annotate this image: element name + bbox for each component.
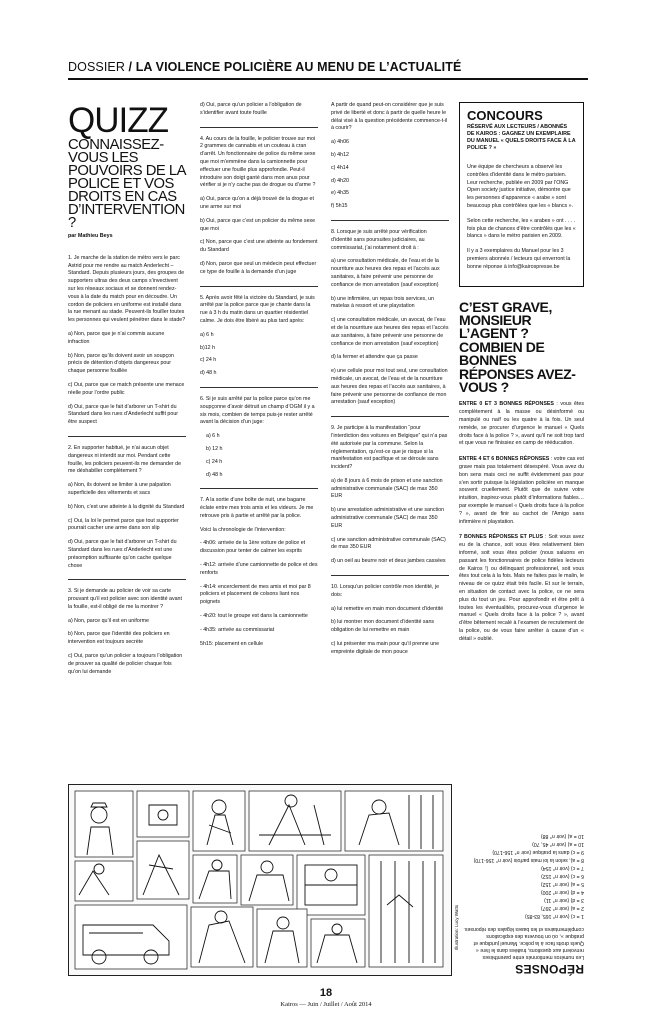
option: b)12 h xyxy=(200,344,216,351)
option: e) une cellule pour moi tout seul, une consultation médicale, un avocat, de l’eau et de la nourriture aux heures des repas et l’accès aux sanitaires, à faire prévenir une personne de confiance de mon arrestation (sauf exception) xyxy=(331,368,448,406)
answer-item: 8 = a), selon la loi mais parfois (voir n° 156-170) xyxy=(473,857,584,863)
option: a) Non, parce qu’il est en uniforme xyxy=(68,617,149,624)
option: c) lui présenter ma main pour qu’il prenne une empreinte digitale de mon pouce xyxy=(331,641,440,655)
score-0-3 xyxy=(459,401,584,448)
issue-info: Kairos — Juin / Juillet / Août 2014 xyxy=(280,1001,372,1008)
option: a) de 8 jours à 6 mois de prison et une sanction administrative communale (SAC) de max 350 EUR xyxy=(331,477,443,500)
page-number: 18 xyxy=(319,987,333,999)
comic-panels xyxy=(69,785,451,975)
option: e) 4h35 xyxy=(331,190,349,197)
question-2 xyxy=(68,445,186,570)
option: c) 24 h xyxy=(206,458,223,465)
option: d) Non, parce que seul un médecin peut effectuer ce type de fouille à la demande d’un juge xyxy=(200,260,317,275)
question-text: 9. Je participe à la manifestation “pour l’interdiction des voitures en Belgique” qui n’a pas été autorisée par la commune. Selon la réglementation, qu’est-ce que je risque si la manifestation est pacifique et se déroule sans incident? xyxy=(331,425,448,471)
option: a) Oui, parce qu’on a déjà trouvé de la drogue et une arme sur moi xyxy=(200,196,314,210)
option: b) Non, parce que l’identité des policiers en intervention est toujours secrète xyxy=(68,631,170,646)
option: c) Non, parce que c’est une atteinte au fondement du Standard xyxy=(200,239,318,254)
option: d) 4h20 xyxy=(331,177,349,184)
option: b) une infirmière, un repas trois services, un matelas à ressort et une playstation xyxy=(331,295,435,310)
divider xyxy=(331,575,449,576)
question-text: 4. Au cours de la fouille, le policier trouve sur moi 2 grammes de cannabis et un couteau à cran d’arrêt. Un fonctionnaire de police du même sexe que moi m’emmène dans la camionnette pour effectuer une fouille plus approfondie. Peut-il introduire son doigt ganté dans mon anus pour vérifier si je n’y cache pas de drogue ou d’arme ? xyxy=(200,135,316,189)
timeline-item: - 4h14: encerclement de mes amis et moi par 8 policiers et placement de colsons liant nos poignets xyxy=(200,583,311,606)
option: d) 48 h xyxy=(206,471,223,478)
question-3-continued xyxy=(200,102,318,118)
divider xyxy=(200,286,318,287)
section-header xyxy=(68,58,588,80)
question-4 xyxy=(200,136,318,277)
question-text: 7. A la sortie d’une boîte de nuit, une bagarre éclate entre mes trois amis et les videurs. Je me retrouve pris à partie et arrêté par la police. xyxy=(200,497,314,519)
question-8 xyxy=(331,229,449,407)
divider xyxy=(331,416,449,417)
option: b) 4h12 xyxy=(331,151,349,158)
score-label: ENTRE 4 ET 6 BONNES RÉPONSES xyxy=(459,456,550,463)
answers-list xyxy=(462,832,584,919)
question-1 xyxy=(68,255,186,427)
answer-item: 2 = a) (voir n° 397) xyxy=(540,905,584,911)
divider xyxy=(68,579,186,580)
page-footer xyxy=(0,987,652,1008)
option: d) Oui, parce que le fait d’arborer un T-shirt du Standard dans les rues d’Anderlecht est une présomption suffisante qu’on cache quelque chose xyxy=(68,539,177,569)
option: c) Oui, parce que ce match présente une menace réelle pour l’ordre public xyxy=(68,381,185,396)
score-text: : Soit vous avez eu de la chance, soit vous êtes relativement bien informé, soit vous êtes policier (nous saluons en passant les fonctionnaires de police fidèles lecteurs de Kairos !) ou délinquant professionnel, soit vous êtes tout cela à la fois. Mais ne faites pas le malin, le niveau de ce quizz était très facile. Et sur le terrain, en situation de contact avec la police, ce ne sera plus du tout un jeu. Pour approfondir et être prêt à toutes les éventualités, procurez-vous d’urgence le manuel « Quels droits face à la police ? », avant d’être bêtement recalé à l’examen de recrutement de la police, ou de vous faire arrêter à cause d’un « détail » oublié. xyxy=(459,534,584,642)
option: c) Oui, parce qu’un policier a toujours l’obligation de prouver sa qualité de policier chaque fois qu’on lui demande xyxy=(68,653,183,675)
timeline-item: - 4h06: arrivée de la 1ère voiture de police et discussion pour tenter de calmer les esprits xyxy=(200,540,306,555)
score-4-6 xyxy=(459,456,584,526)
option: a) Non, parce que je n’ai commis aucune infraction xyxy=(68,330,165,345)
chronology-note: Voici la chronologie de l’intervention: xyxy=(200,526,286,533)
option: c) 24 h xyxy=(200,357,217,364)
timeline-item: - 4h35: arrivée au commissariat xyxy=(200,626,275,633)
score-label: 7 BONNES RÉPONSES ET PLUS xyxy=(459,534,543,541)
divider xyxy=(68,436,186,437)
option: c) Oui, la loi le permet parce que tout supporter pourrait cacher une arme dans son slip xyxy=(68,517,179,532)
option: d) Oui, parce qu’un policier a l’obligation de s’identifier avant toute fouille xyxy=(200,102,302,116)
option: b) 12 h xyxy=(206,445,223,452)
question-5 xyxy=(200,295,318,378)
score-section xyxy=(459,401,584,643)
quiz-title: QUIZZ xyxy=(68,101,168,140)
question-6 xyxy=(200,396,318,479)
answer-item: 7 = c) (voir n° 154) xyxy=(541,865,584,871)
option: a) 4h06 xyxy=(331,139,349,146)
answer-item: 6 = c) (voir n° 152) xyxy=(541,873,584,879)
option: b) Oui, parce que c’est un policier du même sexe que moi xyxy=(200,217,316,232)
answers-title: RÉPONSES xyxy=(514,962,584,976)
question-text: 1. Je marche de la station de métro vers le parc Astrid pour me rendre au match Anderlecht – Standard. Depuis plusieurs jours, des groupes de supporters ultras des deux camps s’invectivent sur les réseaux sociaux et se donnent rendez-vous à la date du match pour en découdre. Un cordon de policiers en uniforme est installé dans la rue menant au stade. Peuvent-ils fouiller toutes les personnes qui veulent pénétrer dans le stade? xyxy=(68,254,186,324)
option: f) 5h15 xyxy=(331,203,348,210)
contest-box xyxy=(459,102,584,287)
section-kicker: DOSSIER xyxy=(68,60,125,74)
score-text: : votre cas est grave mais pas totalement désespéré. Vous avez du bon sens mais ceci ne suffit évidemment pas pour s’en sortir puisque la législation policière en manque souvent cruellement. Plutôt que de suivre votre intuition, inspirez-vous plutôt d’informations fiables… par exemple le manuel « Quels droits face à la police ? », avant de finir au cachot de l’Amigo sans infirmière ni playstation. xyxy=(459,456,584,525)
column-4 xyxy=(459,102,584,652)
timeline-item: 5h15: placement en cellule xyxy=(200,640,264,647)
option: a) Non, ils doivent se limiter à une palpation superficielle des vêtements et sacs xyxy=(68,482,171,496)
option: a) 6 h xyxy=(206,433,220,440)
divider xyxy=(200,127,318,128)
option: c) 4h14 xyxy=(331,164,349,171)
column-2 xyxy=(200,102,318,657)
option: c) une consultation médicale, un avocat, de l’eau et de la nourriture aux heures des repas et l’accès aux sanitaires, à faire prévenir une personne de confiance de mon arrestation (sauf exception) xyxy=(331,317,449,347)
answer-item: 10 = a) (voir n° 45, 70) xyxy=(532,841,584,847)
column-1 xyxy=(68,102,186,685)
option: d) Oui, parce que le fait d’arborer un T-shirt du Standard dans les rues d’Anderlecht suffit pour être suspect xyxy=(68,403,179,426)
answer-item: 5 = a) (voir n° 152) xyxy=(540,881,584,887)
option: b) une arrestation administrative et une sanction administrative communale (SAC) de max 350 EUR xyxy=(331,507,445,529)
question-10 xyxy=(331,584,449,657)
option: c) une sanction administrative communale (SAC) de max 350 EUR xyxy=(331,536,446,551)
answers-upside-down xyxy=(462,831,584,976)
byline: par Mathieu Beys xyxy=(68,233,113,239)
question-text: 10. Lorsqu’un policier contrôle mon identité, je dois: xyxy=(331,584,440,598)
contest-title: CONCOURS xyxy=(467,108,543,123)
contest-paragraph: Une équipe de chercheurs a observé les contrôles d’identité dans le métro parisien. Leur recherche, publiée en 2009 par l’ONG Open society justice initiative, démontre que les personnes d’apparence « arabe » sont beaucoup plus contrôlées que les « blancs ». xyxy=(467,164,574,209)
question-text: 3. Si je demande au policier de voir sa carte prouvant qu’il est policier avec son identité avant la fouille, est-il obligé de me la montrer ? xyxy=(68,588,182,610)
divider xyxy=(200,387,318,388)
contest-question: Selon cette recherche, les « arabes » ont . . . . fois plus de chances d’être contrôlés que les « blancs » dans le métro parisien en 2009. xyxy=(467,217,576,240)
question-7-followup xyxy=(331,102,449,211)
quiz-subtitle: CONNAISSEZ-VOUS LES POUVOIRS DE LA POLICE ET VOS DROITS EN CAS D’INTERVENTION ? xyxy=(68,137,186,231)
illustration-credit: Illustration: Lucy Watts xyxy=(454,904,459,950)
score-text: : vous êtes complètement à la masse ou désinformé ou manipulé ou naïf ou les quatre à la fois. Un seul remède, se procurer d’urgence le manuel « Quels droits face à la police ? », avant qu’il ne soit trop tard et que vous ne finissiez en camp de rééducation. xyxy=(459,401,584,447)
question-text: 5. Après avoir fêté la victoire du Standard, je suis arrêté par la police parce que je chante dans la rue à 3 h du matin dans un quartier résidentiel calme. Je dois être libéré au plus tard après: xyxy=(200,294,315,324)
divider xyxy=(331,220,449,221)
column-3 xyxy=(331,102,449,666)
contest-lead: RÉSERVÉ AUX LECTEURS / ABONNÉS DE KAIROS : GAGNEZ UN EXEMPLAIRE DU MANUEL « QUELS DROITS FACE À LA POLICE ? » xyxy=(467,124,576,151)
question-7 xyxy=(200,497,318,648)
question-9 xyxy=(331,425,449,566)
question-text: 2. En supporter habitué, je n’ai aucun objet dangereux ni interdit sur moi. Pendant cette fouille, les policiers peuvent-ils me demander de me déshabiller complètement ? xyxy=(68,444,182,475)
score-label: ENTRE 0 ET 3 BONNES RÉPONSES xyxy=(459,401,554,408)
option: b) Non, c’est une atteinte à la dignité du Standard xyxy=(68,503,185,510)
answers-box xyxy=(462,778,584,976)
question-text: 6. Si je suis arrêté par la police parce qu’on me soupçonne d’avoir détruit un champ d’OGM il y a six mois, combien de temps puis-je rester arrêté avant la décision d’un juge: xyxy=(200,395,315,426)
option: b) lui montrer mon document d’identité sans obligation de lui remettre en main xyxy=(331,619,435,634)
score-title: C’EST GRAVE, MONSIEUR L’AGENT ? COMBIEN DE BONNES RÉPONSES AVEZ-VOUS ? xyxy=(459,298,576,395)
timeline-item: - 4h12: arrivée d’une camionnette de police et des renforts xyxy=(200,562,318,576)
option: a) lui remettre en main mon document d’identité xyxy=(331,605,444,612)
question-text: 8. Lorsque je suis arrêté pour vérification d’identité sans poursuites judiciaires, au commissariat, j’ai notamment droit à : xyxy=(331,228,427,251)
question-3 xyxy=(68,588,186,676)
answer-item: 4 = d) (voir n° 200) xyxy=(540,889,584,895)
option: d) 48 h xyxy=(200,370,217,377)
option: b) Non, parce qu’ils doivent avoir un soupçon précis de détention d’objets dangereux pour chaque personne fouillée xyxy=(68,352,174,375)
answers-intro: Les numéros mentionnés entre parenthèses renvoient aux questions, traitées dans le livre « Quels droits face à la police. Manuel juridique et pratique », où on trouvera des explications complémentaires et les bases légales des réponses. xyxy=(463,926,584,960)
answer-item: 9 = c) dans la pratique (voir n° 156-170) xyxy=(492,849,584,855)
score-7-plus xyxy=(459,534,584,643)
contest-instructions: Il y a 3 exemplaires du Manuel pour les 3 premiers abonnés / lecteurs qui enverront la bonne réponse à info@kairospresse.be xyxy=(467,248,571,270)
section-headline: LA VIOLENCE POLICIÈRE AU MENU DE L’ACTUALITÉ xyxy=(135,60,462,74)
answer-item: 10 = a) (voir n° 88) xyxy=(540,833,584,839)
question-text: A partir de quand peut-on considérer que je suis privé de liberté et donc à partir de quelle heure le délai visé à la question précédente commence-t-il à courir? xyxy=(331,102,448,132)
option: d) un oeil au beurre noir et deux jambes cassées xyxy=(331,558,446,565)
divider xyxy=(200,488,318,489)
option: a) 6 h xyxy=(200,331,214,338)
option: a) une consultation médicale, de l’eau et de la nourriture aux heures des repas et l’accès aux sanitaires, à faire prévenir une personne de confiance de mon arrestation (sauf exception) xyxy=(331,258,440,288)
header-separator: / xyxy=(124,60,136,74)
timeline-item: - 4h20: tout le groupe est dans la camionnette xyxy=(200,613,308,620)
comic-illustration xyxy=(68,784,452,976)
answer-item: 3 = d) (voir n° 11) xyxy=(544,897,584,903)
option: d) la fermer et attendre que ça passe xyxy=(331,354,418,361)
answer-item: 1 = c) (voir n° 165, 83-85) xyxy=(524,913,584,919)
